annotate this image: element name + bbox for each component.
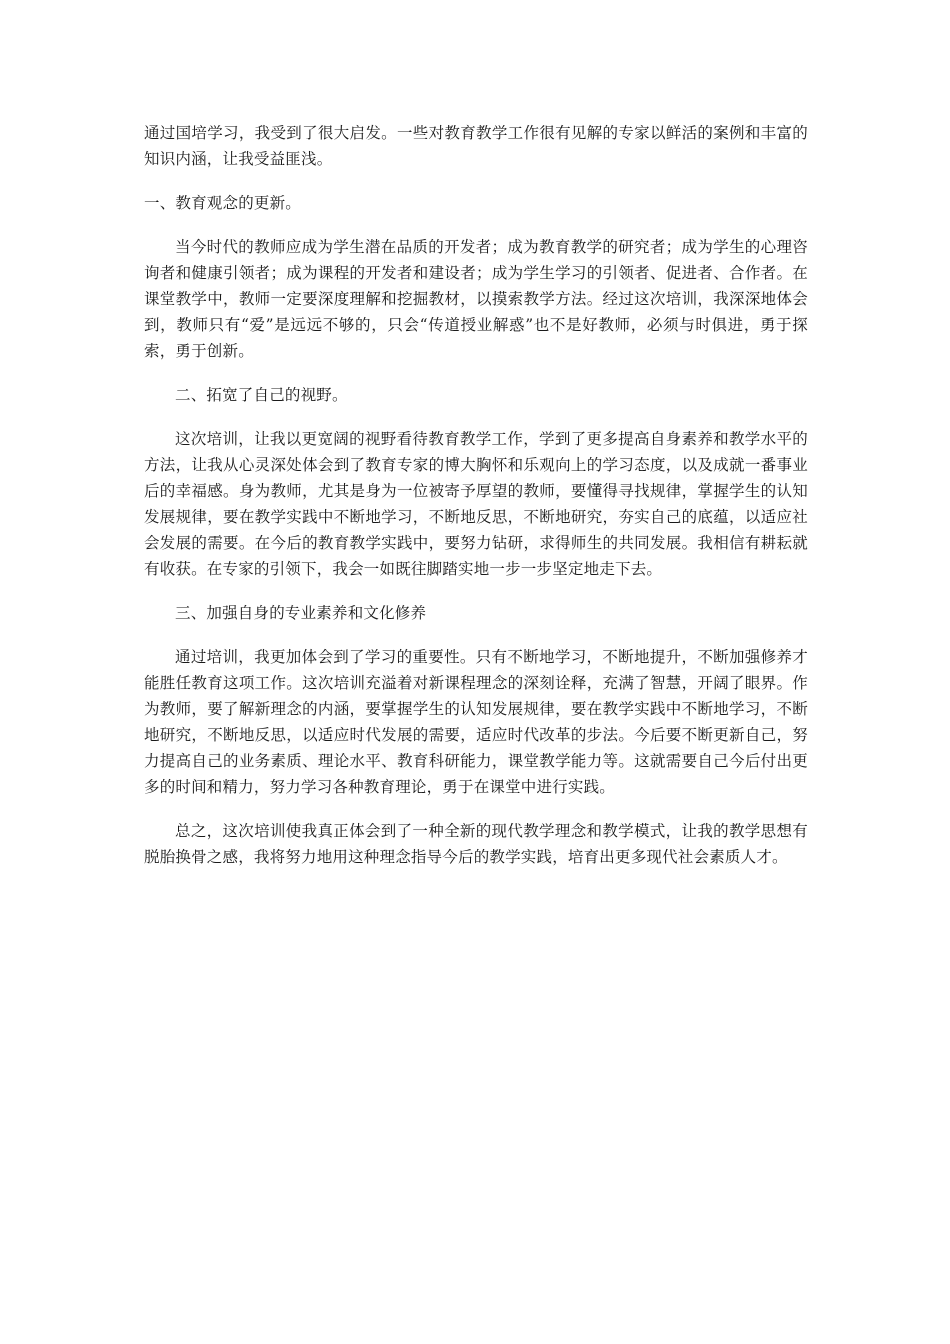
section-1-body: 当今时代的教师应成为学生潜在品质的开发者；成为教育教学的研究者；成为学生的心理咨询者和健康引领者；成为课程的开发者和建设者；成为学生学习的引领者、促进者、合作者。在课堂教学中，教师一定要深度理解和挖掘教材，以摸索教学方法。经过这次培训，我深深地体会到，教师只有“爱”是远远不够的，只会“传道授业解惑”也不是好教师，必须与时俱进，勇于探索，勇于创新。 [144, 238, 808, 360]
section-3-heading: 三、加强自身的专业素养和文化修养 [175, 604, 427, 622]
intro-paragraph: 通过国培学习，我受到了很大启发。一些对教育教学工作很有见解的专家以鲜活的案例和丰富的知识内涵，让我受益匪浅。 [144, 124, 808, 168]
section-3-body: 通过培训，我更加体会到了学习的重要性。只有不断地学习，不断地提升，不断加强修养才能胜任教育这项工作。这次培训充溢着对新课程理念的深刻诠释，充满了智慧，开阔了眼界。作为教师，要了解新理念的内涵，要掌握学生的认知发展规律，要在教学实践中不断地学习，不断地研究，不断地反思，以适应时代发展的需要，适应时代改革的步法。今后要不断更新自己，努力提高自己的业务素质、理论水平、教育科研能力，课堂教学能力等。这就需要自己今后付出更多的时间和精力，努力学习各种教育理论，勇于在课堂中进行实践。 [144, 648, 808, 796]
document-page [144, 120, 808, 888]
section-1-heading: 一、教育观念的更新。 [144, 194, 302, 212]
conclusion-paragraph: 总之，这次培训使我真正体会到了一种全新的现代教学理念和教学模式，让我的教学思想有脱胎换骨之感，我将努力地用这种理念指导今后的教学实践，培育出更多现代社会素质人才。 [144, 822, 808, 866]
section-2-heading: 二、拓宽了自己的视野。 [175, 386, 348, 404]
section-2-body: 这次培训，让我以更宽阔的视野看待教育教学工作，学到了更多提高自身素养和教学水平的方法，让我从心灵深处体会到了教育专家的博大胸怀和乐观向上的学习态度，以及成就一番事业后的幸福感。身为教师，尤其是身为一位被寄予厚望的教师，要懂得寻找规律，掌握学生的认知发展规律，要在教学实践中不断地学习，不断地反思，不断地研究，夯实自己的底蕴，以适应社会发展的需要。在今后的教育教学实践中，要努力钻研，求得师生的共同发展。我相信有耕耘就有收获。在专家的引领下，我会一如既往脚踏实地一步一步坚定地走下去。 [144, 430, 808, 578]
